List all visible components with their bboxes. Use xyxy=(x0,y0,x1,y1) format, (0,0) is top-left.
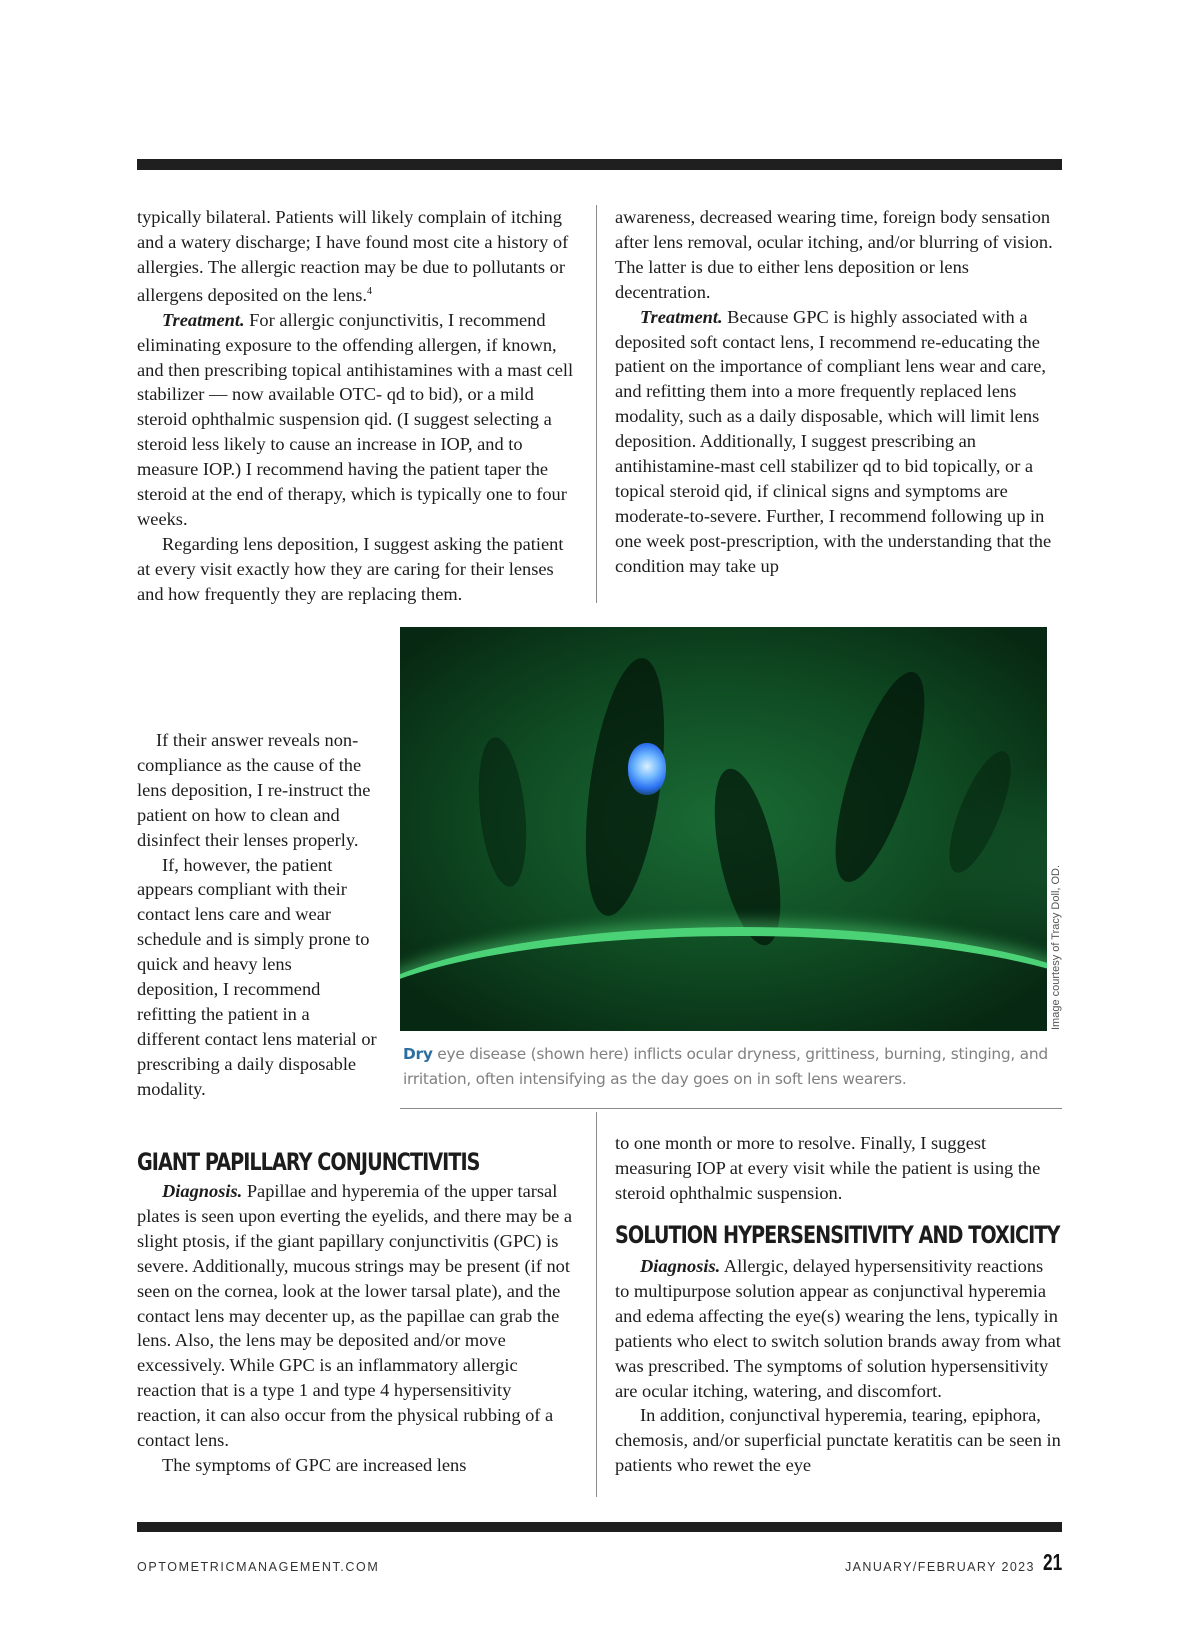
section-heading-solution: SOLUTION HYPERSENSITIVITY AND TOXICITY xyxy=(615,1221,1060,1249)
figure-caption: Dry eye disease (shown here) inflicts ocular dryness, grittiness, burning, stinging, and irritation, often intensifying as the day goes on in soft lens wearers. xyxy=(403,1045,1048,1088)
paragraph-lens-deposition: Regarding lens deposition, I suggest asking the patient at every visit exactly how they are caring for their lenses and how frequently they are replacing them. xyxy=(137,533,564,604)
paragraph-gpc-diagnosis: Diagnosis. Papillae and hyperemia of the upper tarsal plates is seen upon everting the eyelids, and there may be a slight ptosis, if the giant papillary conjunctivitis (GPC) is severe. Additionally, mucous strings may be present (if not seen on the cornea, look at the lower tarsal plate), and the contact lens may decenter up, as the papillae can grab the lens. Also, the lens may be deposited and/or move excessively. While GPC is an inflammatory allergic reaction that is a type 1 and type 4 hypersensitivity reaction, it can also occur from the physical rubbing of a contact lens. xyxy=(137,1181,573,1451)
caption-rule xyxy=(400,1108,1062,1109)
photo-credit: Image courtesy of Tracy Doll, OD. xyxy=(1050,864,1062,1030)
reference-superscript: 4 xyxy=(367,285,372,297)
paragraph-allergic-treatment: Treatment. For allergic conjunctivitis, I recommend eliminating exposure to the offending allergen, if known, and then prescribing topical antihistamines with a mast cell stabilizer — now available OTC- qd to bid), or a mild steroid ophthalmic suspension qid. (I suggest selecting a steroid less likely to cause an increase in IOP, and to measure IOP.) I recommend having the patient taper the steroid at the end of therapy, which is typically one to four weeks. xyxy=(137,309,574,529)
dry-eye-photo xyxy=(400,627,1047,1031)
caption-lead: Dry xyxy=(403,1045,433,1063)
paragraph-solution-diagnosis: Diagnosis. Allergic, delayed hypersensitivity reactions to multipurpose solution appear as conjunctival hyperemia and edema affecting the eye(s) wearing the lens, typically in patients who elect to switch solution brands away from what was prescribed. The symptoms of solution hypersensitivity are ocular itching, watering, and discomfort. xyxy=(615,1256,1061,1401)
paragraph-gpc-followup: to one month or more to resolve. Finally, I suggest measuring IOP at every visit while the patient is using the steroid ophthalmic suspension. xyxy=(615,1133,1041,1203)
column-divider-bottom xyxy=(596,1112,597,1497)
paragraph-compliant-patient: If, however, the patient appears compliant with their contact lens care and wear schedule and is simply prone to quick and heavy lens deposition, I recommend refitting the patient in a different contact lens material or prescribing a daily disposable modality. xyxy=(137,854,377,1099)
tear-meniscus-band xyxy=(400,927,1047,1031)
diagnosis-lead-gpc: Diagnosis. xyxy=(162,1181,243,1201)
top-rule xyxy=(137,159,1062,170)
treatment-lead-gpc: Treatment. xyxy=(640,306,723,327)
page-number: 21 xyxy=(1043,1549,1063,1575)
footer-issue-date: JANUARY/FEBRUARY 2023 xyxy=(845,1560,1035,1574)
solution-section-text xyxy=(615,1254,1062,1478)
column-divider-top xyxy=(596,205,597,603)
fluorescein-spot xyxy=(628,743,666,795)
paragraph-non-compliance: If their answer reveals non-compliance as the cause of the lens deposition, I re-instruct the patient on how to clean and disinfect their lenses properly. xyxy=(137,730,371,850)
column-1-top-text xyxy=(137,205,577,607)
diagnosis-lead-solution: Diagnosis. xyxy=(640,1256,721,1276)
column-2-top-text xyxy=(615,205,1062,579)
paragraph-gpc-symptoms-cont: awareness, decreased wearing time, foreign body sensation after lens removal, ocular itching, and/or blurring of vision. The latter is due to either lens deposition or lens decentration. xyxy=(615,207,1053,302)
paragraph-solution-signs: In addition, conjunctival hyperemia, tearing, epiphora, chemosis, and/or superficial punctate keratitis can be seen in patients who rewet the eye xyxy=(615,1405,1061,1476)
section-heading-gpc: GIANT PAPILLARY CONJUNCTIVITIS xyxy=(137,1148,480,1176)
gpc-section-text xyxy=(137,1179,577,1478)
treatment-lead: Treatment. xyxy=(162,309,245,330)
column-1-narrow-text xyxy=(137,728,377,1102)
paragraph-allergic-summary: typically bilateral. Patients will likely complain of itching and a watery discharge; I have found most cite a history of allergies. The allergic reaction may be due to pollutants or allergens deposited on the lens.$^4$ xyxy=(137,207,569,305)
bottom-rule xyxy=(137,1522,1062,1532)
footer-website: OPTOMETRICMANAGEMENT.COM xyxy=(137,1560,380,1574)
paragraph-gpc-symptoms: The symptoms of GPC are increased lens xyxy=(162,1454,467,1475)
paragraph-gpc-treatment: Treatment. Because GPC is highly associated with a deposited soft contact lens, I recommend re-educating the patient on the importance of compliant lens wear and care, and refitting them into a more frequently replaced lens modality, such as a daily disposable, which will limit lens deposition. Additionally, I suggest prescribing an antihistamine-mast cell stabilizer qd to bid topically, or a topical steroid qid, if clinical signs and symptoms are moderate-to-severe. Further, I recommend following up in one week post-prescription, with the understanding that the condition may take up xyxy=(615,306,1052,576)
column-2-bottom-text xyxy=(615,1131,1062,1206)
